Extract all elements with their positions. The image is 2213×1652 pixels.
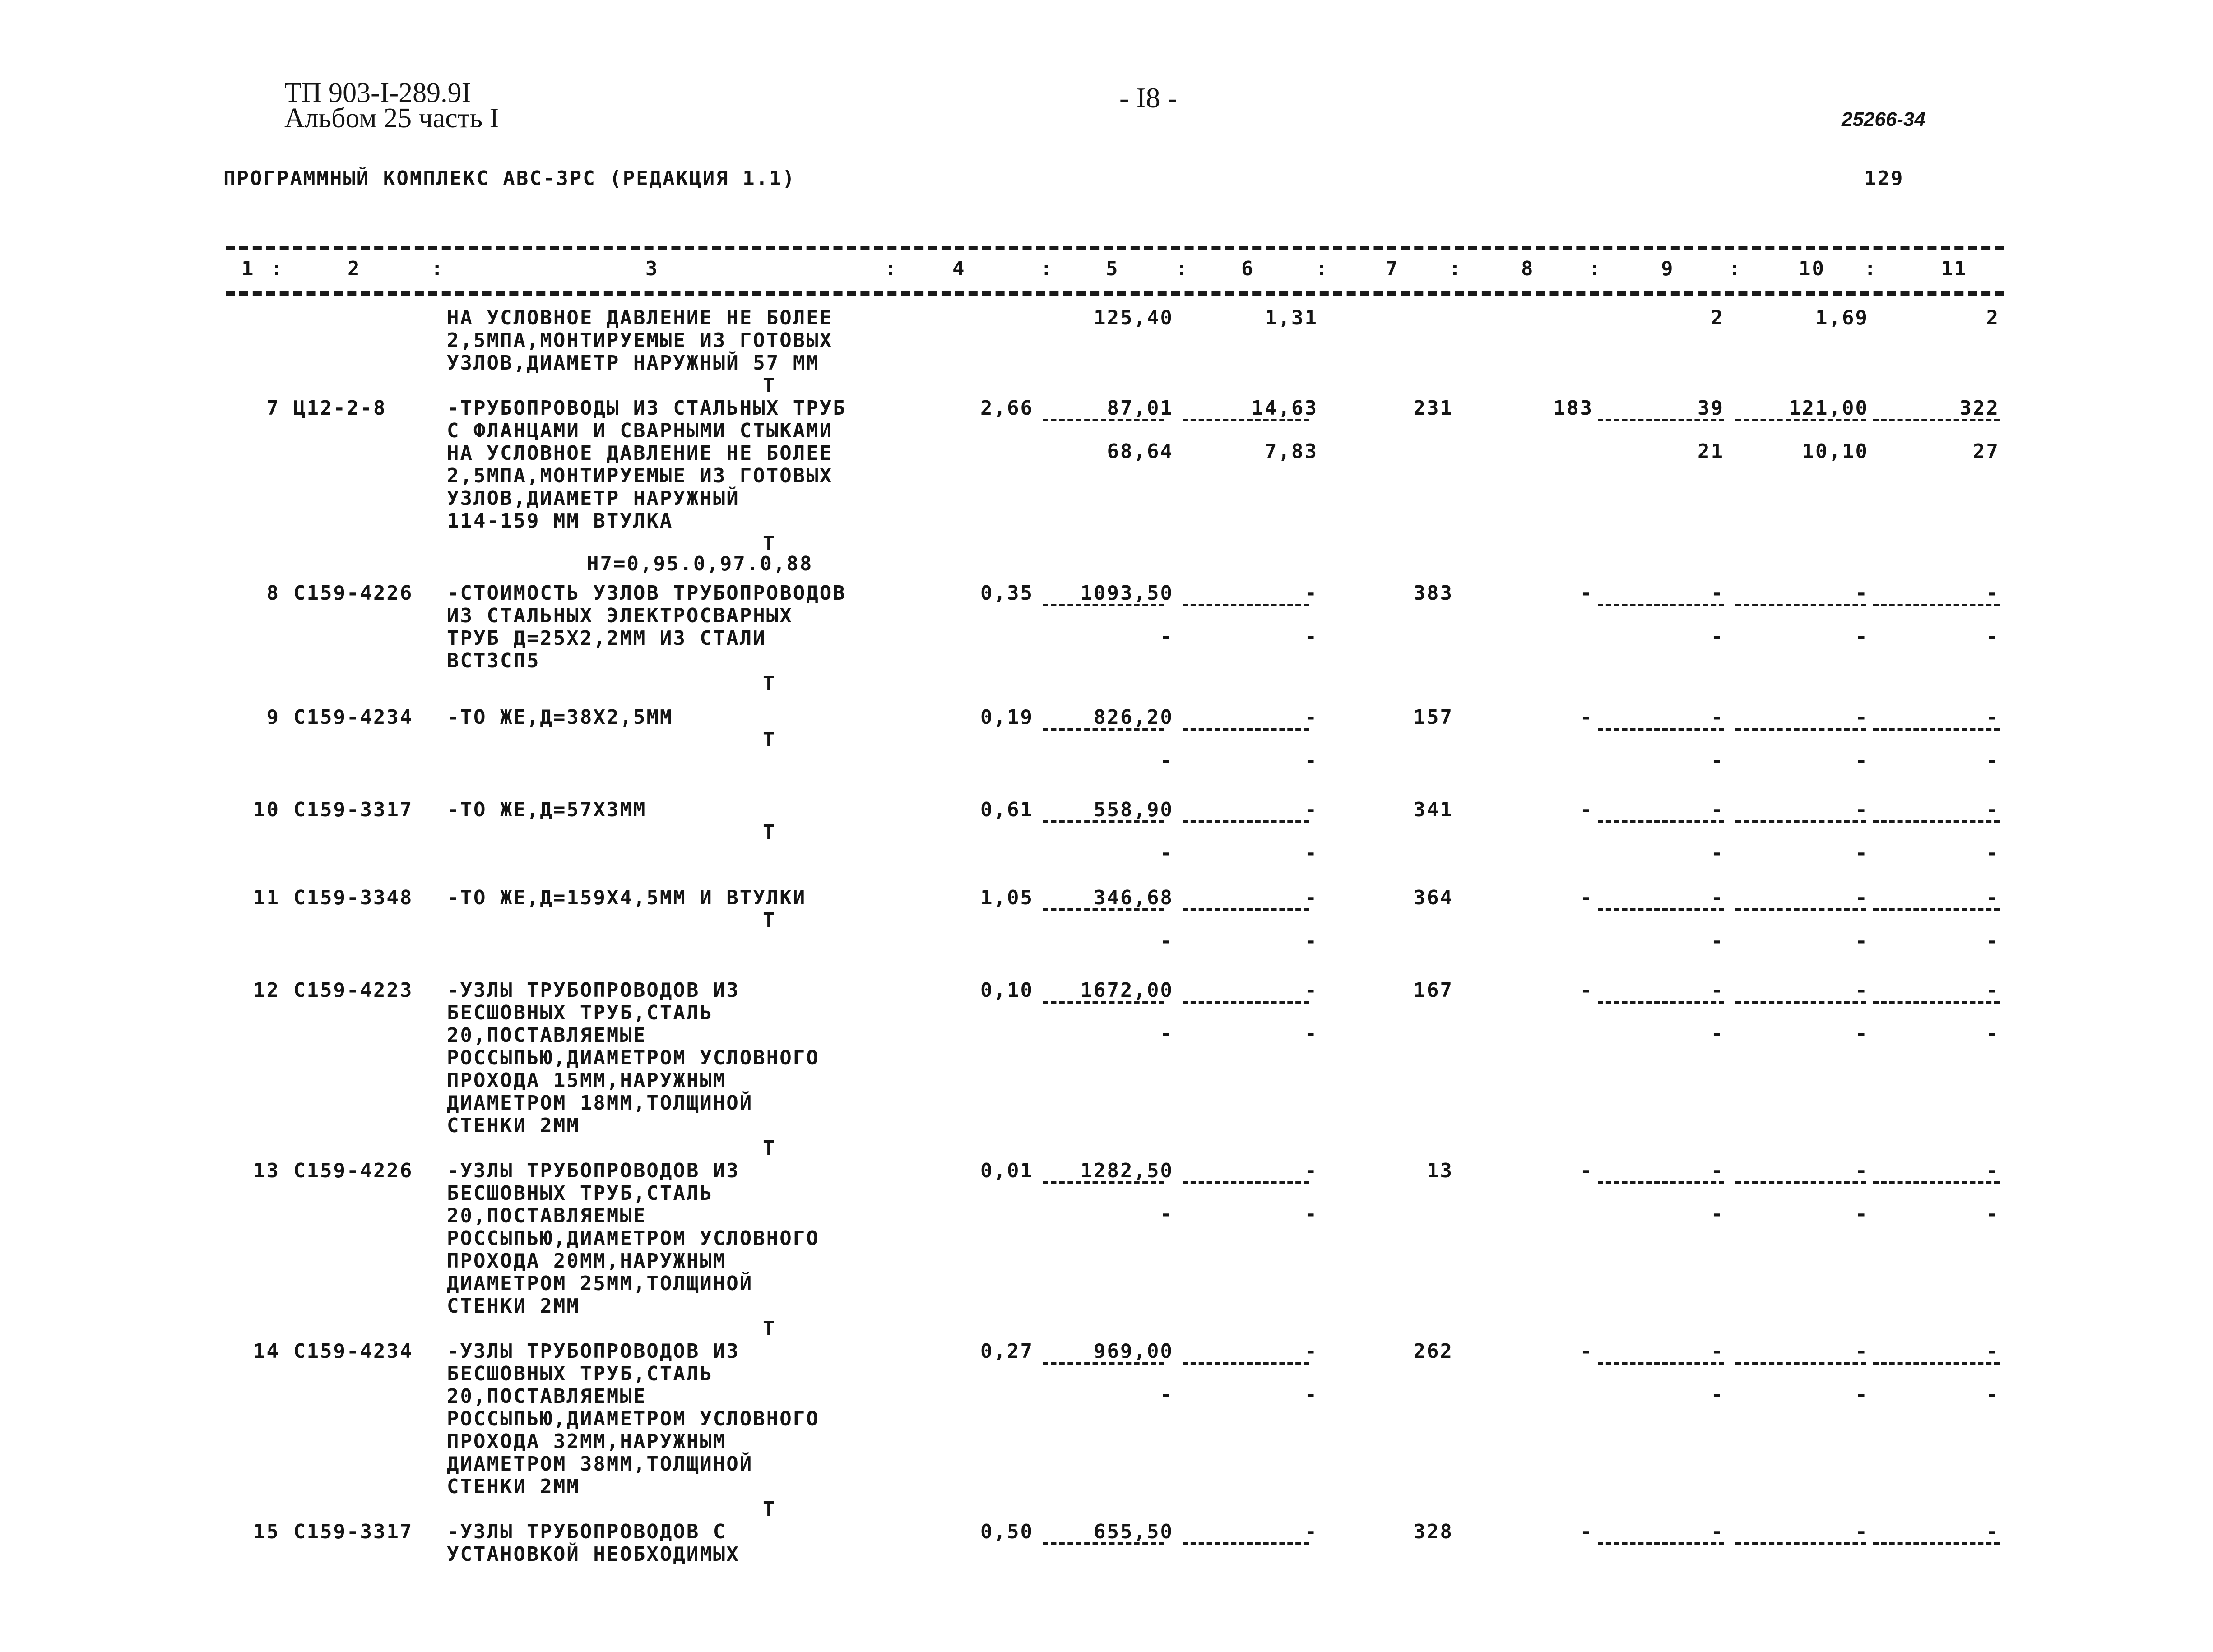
value-col5-lower: 68,64 (1107, 440, 1174, 463)
value-col10: 1,69 (1815, 306, 1869, 329)
row-code: С159-3317 (293, 798, 413, 821)
value-col9: - (1711, 1159, 1724, 1182)
description-line: 2,5МПА,МОНТИРУЕМЫЕ ИЗ ГОТОВЫХ (447, 464, 833, 487)
column-separator: : (1729, 257, 1742, 280)
value-col5: 1093,50 (1080, 582, 1174, 605)
value-col9: - (1711, 706, 1724, 729)
row-code: С159-4234 (293, 706, 413, 729)
value-col4: 0,10 (980, 979, 1034, 1002)
value-col10-lower: - (1855, 842, 1869, 865)
cell-underline (1043, 820, 1164, 823)
value-col11: - (1986, 1340, 2000, 1363)
description-line: -ТРУБОПРОВОДЫ ИЗ СТАЛЬНЫХ ТРУБ (447, 397, 846, 420)
value-col5: 655,50 (1094, 1520, 1174, 1543)
value-col10-lower: - (1855, 930, 1869, 953)
value-col8: - (1580, 582, 1593, 605)
cell-underline (1598, 1001, 1724, 1004)
cell-underline (1873, 1362, 2000, 1365)
column-separator: : (1316, 257, 1329, 280)
value-col6: - (1304, 582, 1318, 605)
value-col9-lower: - (1711, 930, 1724, 953)
cell-underline (1873, 908, 2000, 911)
value-col10-lower: 10,10 (1802, 440, 1869, 463)
value-col11: 322 (1959, 397, 2000, 420)
description-line: ДИАМЕТРОМ 18ММ,ТОЛЩИНОЙ (447, 1092, 753, 1115)
value-col10-lower: - (1855, 1383, 1869, 1406)
value-col11: - (1986, 979, 2000, 1002)
cell-underline (1043, 728, 1164, 731)
description-line: УЗЛОВ,ДИАМЕТР НАРУЖНЫЙ (447, 487, 740, 510)
value-col10-lower: - (1855, 1022, 1869, 1045)
row-number: 9 (266, 706, 280, 729)
value-col6: - (1304, 1520, 1318, 1543)
cell-underline (1598, 820, 1724, 823)
description-line: ВСТ3СП5 (447, 649, 540, 672)
value-col10: - (1855, 1520, 1869, 1543)
row-number: 11 (253, 886, 280, 909)
description-line: СТЕНКИ 2ММ (447, 1475, 580, 1498)
value-col9-lower: - (1711, 1383, 1724, 1406)
unit-marker: Т (763, 532, 776, 555)
description-line: -ТО ЖЕ,Д=159Х4,5ММ И ВТУЛКИ (447, 886, 807, 909)
value-col9-lower: - (1711, 625, 1724, 648)
value-col6-lower: - (1304, 842, 1318, 865)
column-separator: : (1449, 257, 1462, 280)
row-code: С159-4234 (293, 1340, 413, 1363)
value-col5-lower: - (1160, 842, 1174, 865)
value-col8: - (1580, 979, 1593, 1002)
cell-underline (1598, 1362, 1724, 1365)
description-line: СТЕНКИ 2ММ (447, 1295, 580, 1318)
value-col9: 2 (1711, 306, 1724, 329)
value-col5: 125,40 (1094, 306, 1174, 329)
value-col8: - (1580, 886, 1593, 909)
value-col6: - (1304, 979, 1318, 1002)
row-number: 13 (253, 1159, 280, 1182)
row-code: С159-4223 (293, 979, 413, 1002)
value-col9-lower: - (1711, 1022, 1724, 1045)
value-col9: - (1711, 1340, 1724, 1363)
value-col10: - (1855, 1340, 1869, 1363)
value-col5: 1282,50 (1080, 1159, 1174, 1182)
cell-underline (1043, 1542, 1164, 1545)
cell-underline (1183, 908, 1309, 911)
description-line: РОССЫПЬЮ,ДИАМЕТРОМ УСЛОВНОГО (447, 1227, 820, 1250)
value-col5-lower: - (1160, 625, 1174, 648)
description-line: 20,ПОСТАВЛЯЕМЫЕ (447, 1385, 647, 1408)
value-col11-lower: - (1986, 1203, 2000, 1226)
cell-underline (1873, 419, 2000, 421)
cell-underline (1873, 1181, 2000, 1184)
description-line: ПРОХОДА 32ММ,НАРУЖНЫМ (447, 1430, 727, 1453)
unit-marker: Т (763, 1137, 776, 1160)
value-col11-lower: - (1986, 1022, 2000, 1045)
cell-underline (1183, 604, 1309, 606)
cell-underline (1598, 604, 1724, 606)
value-col8: - (1580, 1520, 1593, 1543)
value-col11: 2 (1986, 306, 2000, 329)
row-number: 12 (253, 979, 280, 1002)
description-line: РОССЫПЬЮ,ДИАМЕТРОМ УСЛОВНОГО (447, 1407, 820, 1430)
value-col11-lower: - (1986, 625, 2000, 648)
value-col8: 183 (1553, 397, 1593, 420)
value-col5-lower: - (1160, 1203, 1174, 1226)
column-header-8: 8 (1521, 257, 1535, 280)
value-col11-lower: 27 (1973, 440, 2000, 463)
unit-marker: Т (763, 374, 776, 397)
cell-underline (1043, 1001, 1164, 1004)
row-number: 7 (266, 397, 280, 420)
column-header-1: 1 (241, 257, 255, 280)
row-code: С159-3348 (293, 886, 413, 909)
column-header-10: 10 (1799, 257, 1825, 280)
value-col6: - (1304, 886, 1318, 909)
description-line: ДИАМЕТРОМ 38ММ,ТОЛЩИНОЙ (447, 1453, 753, 1476)
value-col6: - (1304, 706, 1318, 729)
cell-underline (1873, 1542, 2000, 1545)
value-col6: 14,63 (1251, 397, 1318, 420)
document-code-block (284, 78, 499, 134)
column-header-7: 7 (1386, 257, 1399, 280)
column-header-6: 6 (1241, 257, 1255, 280)
cell-underline (1873, 604, 2000, 606)
cell-underline (1735, 908, 1866, 911)
description-line: 20,ПОСТАВЛЯЕМЫЕ (447, 1204, 647, 1227)
value-col5: 87,01 (1107, 397, 1174, 420)
page-number: 129 (1864, 167, 1904, 190)
unit-marker: Т (763, 1317, 776, 1340)
cell-underline (1183, 1362, 1309, 1365)
value-col9-lower: 21 (1698, 440, 1724, 463)
value-col6-lower: - (1304, 1203, 1318, 1226)
value-col4: 0,19 (980, 706, 1034, 729)
cell-underline (1735, 820, 1866, 823)
column-separator: : (885, 257, 898, 280)
description-line: УЗЛОВ,ДИАМЕТР НАРУЖНЫЙ 57 ММ (447, 352, 820, 375)
unit-marker: Т (763, 728, 776, 751)
value-col5: 826,20 (1094, 706, 1174, 729)
unit-marker: Т (763, 909, 776, 932)
value-col10: - (1855, 582, 1869, 605)
description-line: РОССЫПЬЮ,ДИАМЕТРОМ УСЛОВНОГО (447, 1046, 820, 1069)
column-separator: : (1589, 257, 1602, 280)
column-header-9: 9 (1661, 257, 1675, 280)
cell-underline (1183, 1181, 1309, 1184)
value-col9-lower: - (1711, 1203, 1724, 1226)
cell-underline (1183, 1001, 1309, 1004)
document-code: ТП 903-I-289.9I (284, 78, 471, 108)
column-separator: : (1864, 257, 1878, 280)
column-separator: : (1176, 257, 1189, 280)
value-col8: - (1580, 1340, 1593, 1363)
row-code: Ц12-2-8 (293, 397, 387, 420)
description-line: ПРОХОДА 20ММ,НАРУЖНЫМ (447, 1249, 727, 1273)
cell-underline (1183, 1542, 1309, 1545)
value-col9-lower: - (1711, 749, 1724, 772)
value-col5: 558,90 (1094, 798, 1174, 821)
value-col11-lower: - (1986, 842, 2000, 865)
description-line: НА УСЛОВНОЕ ДАВЛЕНИЕ НЕ БОЛЕЕ (447, 442, 833, 465)
column-header-5: 5 (1106, 257, 1119, 280)
value-col11: - (1986, 886, 2000, 909)
value-col10-lower: - (1855, 625, 1869, 648)
row-code: С159-4226 (293, 1159, 413, 1182)
cell-underline (1598, 728, 1724, 731)
column-header-4: 4 (952, 257, 966, 280)
value-col5-lower: - (1160, 1383, 1174, 1406)
description-line: БЕСШОВНЫХ ТРУБ,СТАЛЬ (447, 1362, 713, 1385)
row-number: 10 (253, 798, 280, 821)
cell-underline (1043, 419, 1164, 421)
cell-underline (1043, 604, 1164, 606)
cell-underline (1183, 419, 1309, 421)
value-col4: 0,61 (980, 798, 1034, 821)
value-col7: 341 (1413, 798, 1453, 821)
value-col4: 2,66 (980, 397, 1034, 420)
row-code: С159-4226 (293, 582, 413, 605)
cell-underline (1043, 908, 1164, 911)
value-col11-lower: - (1986, 930, 2000, 953)
value-col7: 13 (1427, 1159, 1453, 1182)
value-col9-lower: - (1711, 842, 1724, 865)
description-line: ТРУБ Д=25Х2,2ММ ИЗ СТАЛИ (447, 627, 766, 650)
row-number: 15 (253, 1520, 280, 1543)
column-separator: : (431, 257, 445, 280)
table-top-rule (226, 246, 2004, 250)
value-col10-lower: - (1855, 749, 1869, 772)
value-col5-lower: - (1160, 930, 1174, 953)
cell-underline (1598, 1542, 1724, 1545)
value-col10: - (1855, 1159, 1869, 1182)
description-line: С ФЛАНЦАМИ И СВАРНЫМИ СТЫКАМИ (447, 419, 833, 442)
value-col5-lower: - (1160, 1022, 1174, 1045)
column-separator: : (271, 257, 284, 280)
column-header-3: 3 (645, 257, 659, 280)
value-col9: 39 (1698, 397, 1724, 420)
cell-underline (1735, 1362, 1866, 1365)
value-col10: - (1855, 979, 1869, 1002)
cell-underline (1598, 1181, 1724, 1184)
value-col8: - (1580, 706, 1593, 729)
value-col5-lower: - (1160, 749, 1174, 772)
value-col5: 969,00 (1094, 1340, 1174, 1363)
value-col4: 0,27 (980, 1340, 1034, 1363)
description-line: -ТО ЖЕ,Д=38Х2,5ММ (447, 706, 673, 729)
value-col7: 262 (1413, 1340, 1453, 1363)
cell-underline (1735, 1001, 1866, 1004)
description-line: ИЗ СТАЛЬНЫХ ЭЛЕКТРОСВАРНЫХ (447, 604, 793, 627)
value-col9: - (1711, 582, 1724, 605)
description-line: ПРОХОДА 15ММ,НАРУЖНЫМ (447, 1069, 727, 1092)
unit-marker: Т (763, 672, 776, 695)
unit-marker: Т (763, 821, 776, 844)
value-col6: 1,31 (1265, 306, 1318, 329)
description-line: БЕСШОВНЫХ ТРУБ,СТАЛЬ (447, 1182, 713, 1205)
cell-underline (1043, 1181, 1164, 1184)
description-line: СТЕНКИ 2ММ (447, 1114, 580, 1137)
cell-underline (1735, 728, 1866, 731)
description-line: ДИАМЕТРОМ 25ММ,ТОЛЩИНОЙ (447, 1272, 753, 1295)
description-line: -СТОИМОСТЬ УЗЛОВ ТРУБОПРОВОДОВ (447, 582, 846, 605)
value-col11: - (1986, 706, 2000, 729)
value-col11: - (1986, 1159, 2000, 1182)
column-separator: : (1040, 257, 1054, 280)
column-header-11: 11 (1941, 257, 1967, 280)
value-col5: 1672,00 (1080, 979, 1174, 1002)
value-col11: - (1986, 798, 2000, 821)
description-line: -УЗЛЫ ТРУБОПРОВОДОВ С (447, 1520, 727, 1543)
value-col4: 0,35 (980, 582, 1034, 605)
value-col9: - (1711, 1520, 1724, 1543)
description-line: 114-159 ММ ВТУЛКА (447, 509, 673, 532)
value-col8: - (1580, 1159, 1593, 1182)
value-col11: - (1986, 582, 2000, 605)
value-col11-lower: - (1986, 1383, 2000, 1406)
value-col7: 383 (1413, 582, 1453, 605)
cell-underline (1735, 604, 1866, 606)
value-col10-lower: - (1855, 1203, 1869, 1226)
description-line: -УЗЛЫ ТРУБОПРОВОДОВ ИЗ (447, 1159, 740, 1182)
column-header-2: 2 (348, 257, 361, 280)
inventory-number: 25266-34 (1842, 108, 1925, 130)
program-title: ПРОГРАММНЫЙ КОМПЛЕКС АВС-ЗРС (РЕДАКЦИЯ 1.1) (223, 167, 796, 190)
unit-marker: Т (763, 1498, 776, 1521)
value-col6: - (1304, 1340, 1318, 1363)
row-code: С159-3317 (293, 1520, 413, 1543)
value-col11-lower: - (1986, 749, 2000, 772)
value-col4: 0,50 (980, 1520, 1034, 1543)
value-col10: - (1855, 706, 1869, 729)
value-col6-lower: - (1304, 625, 1318, 648)
cell-underline (1873, 728, 2000, 731)
table-header-rule (226, 291, 2004, 296)
cell-underline (1735, 1181, 1866, 1184)
value-col9: - (1711, 886, 1724, 909)
value-col10: - (1855, 886, 1869, 909)
value-col6-lower: 7,83 (1265, 440, 1318, 463)
description-line: -ТО ЖЕ,Д=57Х3ММ (447, 798, 647, 821)
value-col6-lower: - (1304, 1383, 1318, 1406)
value-col7: 167 (1413, 979, 1453, 1002)
value-col7: 364 (1413, 886, 1453, 909)
description-line: 2,5МПА,МОНТИРУЕМЫЕ ИЗ ГОТОВЫХ (447, 329, 833, 352)
value-col7: 328 (1413, 1520, 1453, 1543)
description-line: БЕСШОВНЫХ ТРУБ,СТАЛЬ (447, 1001, 713, 1024)
value-col5: 346,68 (1094, 886, 1174, 909)
value-col6-lower: - (1304, 1022, 1318, 1045)
description-line: НА УСЛОВНОЕ ДАВЛЕНИЕ НЕ БОЛЕЕ (447, 306, 833, 329)
value-col6-lower: - (1304, 930, 1318, 953)
value-col10: 121,00 (1789, 397, 1869, 420)
value-col4: 1,05 (980, 886, 1034, 909)
value-col4: 0,01 (980, 1159, 1034, 1182)
value-col6: - (1304, 1159, 1318, 1182)
value-col7: 231 (1413, 397, 1453, 420)
description-line: -УЗЛЫ ТРУБОПРОВОДОВ ИЗ (447, 1340, 740, 1363)
value-col10: - (1855, 798, 1869, 821)
value-col11: - (1986, 1520, 2000, 1543)
cell-underline (1735, 419, 1866, 421)
value-col9: - (1711, 798, 1724, 821)
description-line: 20,ПОСТАВЛЯЕМЫЕ (447, 1024, 647, 1047)
album-label: Альбом 25 часть I (284, 103, 499, 134)
cell-underline (1183, 820, 1309, 823)
cell-underline (1043, 1362, 1164, 1365)
cell-underline (1873, 820, 2000, 823)
cell-underline (1873, 1001, 2000, 1004)
cell-underline (1183, 728, 1309, 731)
norm-coefficients: Н7=0,95.0,97.0,88 (587, 552, 813, 575)
row-number: 8 (266, 582, 280, 605)
value-col6: - (1304, 798, 1318, 821)
row-number: 14 (253, 1340, 280, 1363)
cell-underline (1598, 908, 1724, 911)
value-col8: - (1580, 798, 1593, 821)
value-col6-lower: - (1304, 749, 1318, 772)
cell-underline (1735, 1542, 1866, 1545)
value-col7: 157 (1413, 706, 1453, 729)
description-line: УСТАНОВКОЙ НЕОБХОДИМЫХ (447, 1543, 740, 1566)
value-col9: - (1711, 979, 1724, 1002)
page-mark: - I8 - (1119, 82, 1177, 114)
cell-underline (1598, 419, 1724, 421)
description-line: -УЗЛЫ ТРУБОПРОВОДОВ ИЗ (447, 979, 740, 1002)
